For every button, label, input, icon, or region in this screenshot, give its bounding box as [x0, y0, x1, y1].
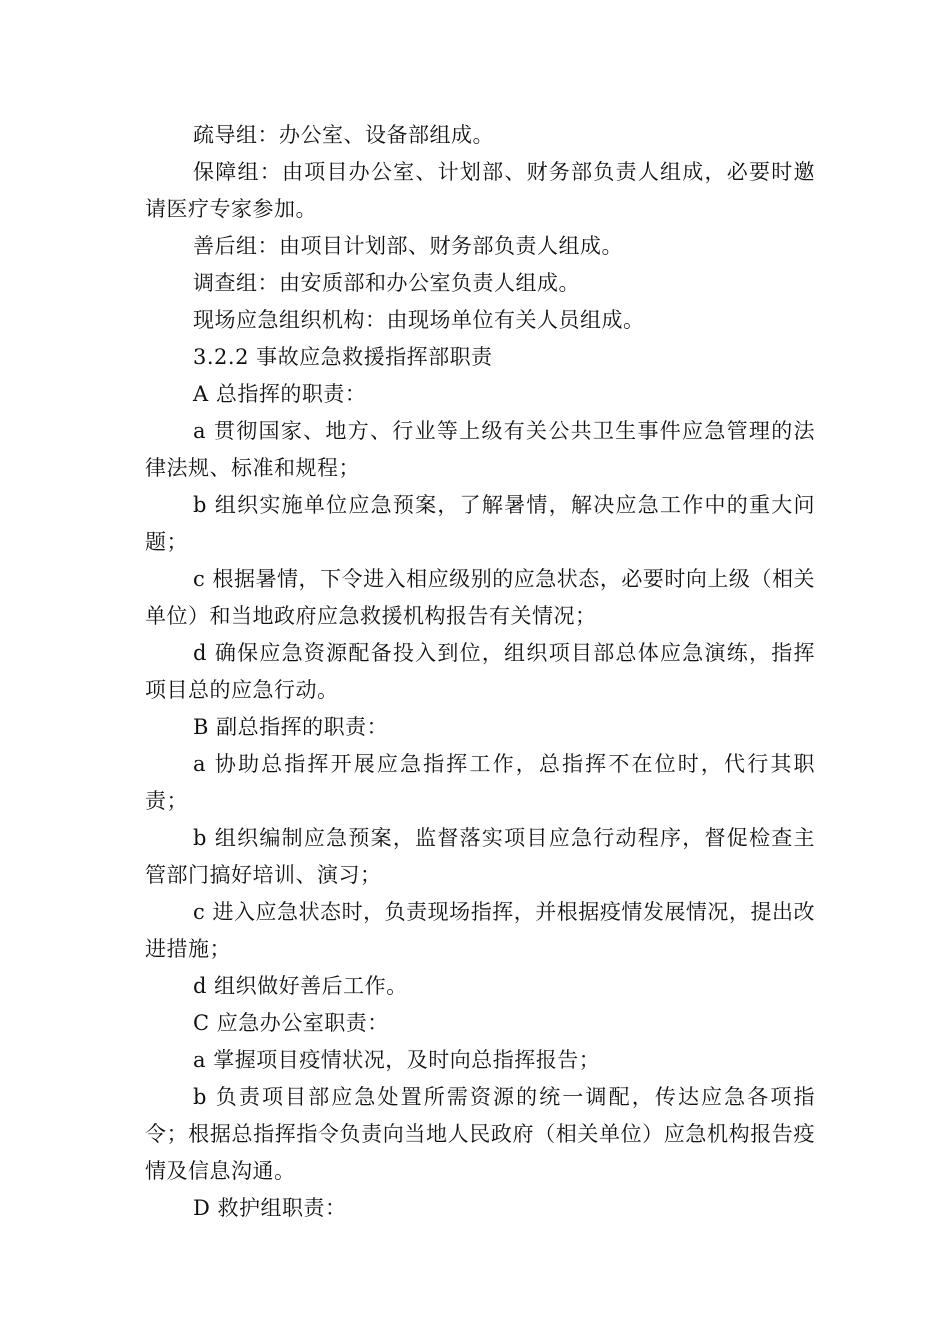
list-item: d 确保应急资源配备投入到位，组织项目部总体应急演练，指挥项目总的应急行动。 — [145, 641, 815, 702]
list-item: a 贯彻国家、地方、行业等上级有关公共卫生事件应急管理的法律法规、标准和规程； — [145, 419, 815, 480]
list-item: b 组织实施单位应急预案，了解暑情，解决应急工作中的重大问题； — [145, 493, 815, 554]
paragraph: 疏导组：办公室、设备部组成。 — [193, 123, 494, 147]
document-body — [145, 117, 815, 1227]
list-item: d 组织做好善后工作。 — [193, 974, 408, 998]
list-item: c 进入应急状态时，负责现场指挥，并根据疫情发展情况，提出改进措施； — [145, 900, 815, 961]
subsection-heading: A 总指挥的职责： — [193, 382, 367, 406]
list-item: c 根据暑情，下令进入相应级别的应急状态，必要时向上级（相关单位）和当地政府应急救援机构报告有关情况； — [145, 567, 815, 628]
paragraph: 善后组：由项目计划部、财务部负责人组成。 — [193, 234, 623, 258]
subsection-heading: B 副总指挥的职责： — [193, 715, 389, 739]
section-heading: 3.2.2 事故应急救援指挥部职责 — [193, 345, 493, 369]
paragraph: 保障组：由项目办公室、计划部、财务部负责人组成，必要时邀请医疗专家参加。 — [145, 160, 815, 221]
paragraph: 调查组：由安质部和办公室负责人组成。 — [193, 271, 580, 295]
paragraph: 现场应急组织机构：由现场单位有关人员组成。 — [193, 308, 645, 332]
list-item: b 负责项目部应急处置所需资源的统一调配，传达应急各项指令；根据总指挥指令负责向当地人民政府（相关单位）应急机构报告疫情及信息沟通。 — [145, 1085, 815, 1183]
list-item: a 掌握项目疫情状况，及时向总指挥报告； — [193, 1048, 601, 1072]
list-item: b 组织编制应急预案，监督落实项目应急行动程序，督促检查主管部门搞好培训、演习； — [145, 826, 815, 887]
list-item: a 协助总指挥开展应急指挥工作，总指挥不在位时，代行其职责； — [145, 752, 815, 813]
subsection-heading: D 救护组职责： — [193, 1196, 347, 1220]
subsection-heading: C 应急办公室职责： — [193, 1011, 389, 1035]
